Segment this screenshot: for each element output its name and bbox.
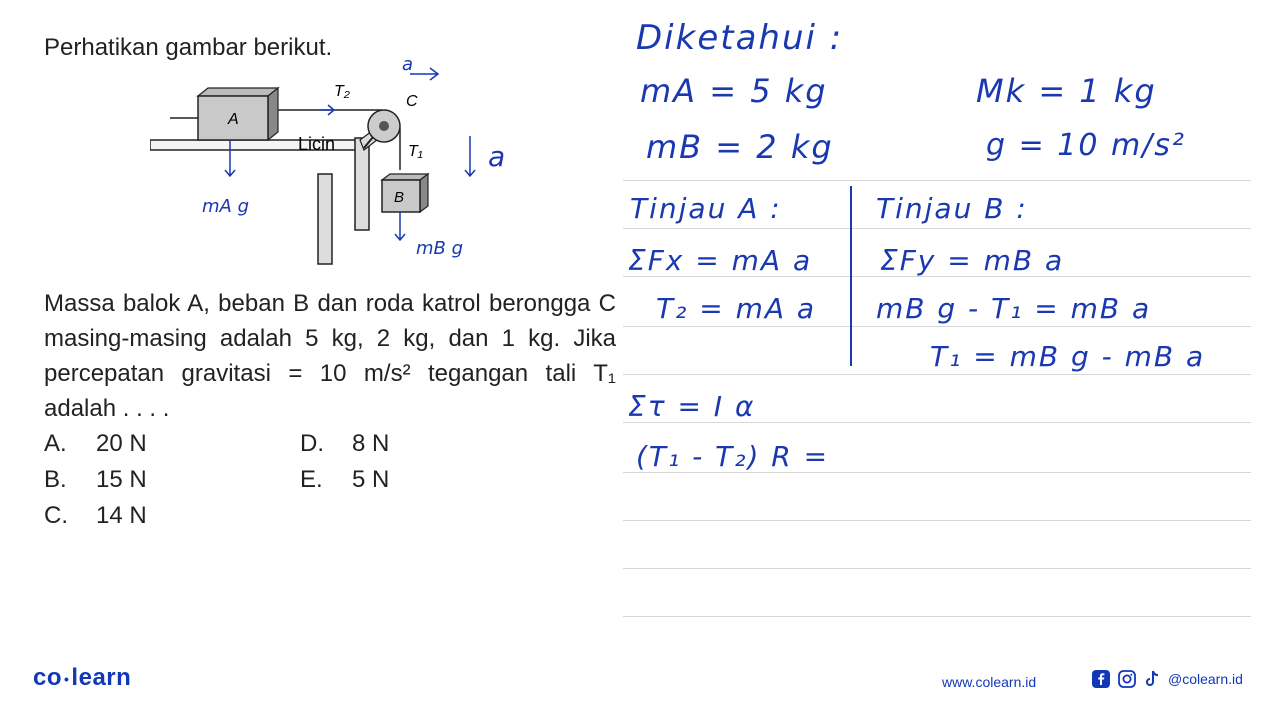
option-value: 5 N xyxy=(352,466,390,493)
colearn-logo[interactable] xyxy=(33,664,131,692)
ruled-line xyxy=(623,180,1251,181)
option-e[interactable] xyxy=(300,466,389,494)
facebook-icon[interactable] xyxy=(1092,670,1110,688)
notes-divider xyxy=(850,186,852,366)
table-leg-left xyxy=(318,174,332,264)
option-label: E. xyxy=(300,466,323,493)
note-tinjau-a: Tinjau A : xyxy=(630,192,782,225)
note-g: g = 10 m/s² xyxy=(986,128,1186,163)
option-label: C. xyxy=(44,502,68,529)
footer-social xyxy=(1092,670,1243,688)
block-a-label: A xyxy=(228,111,239,128)
note-sum-fx: ΣFx = mA a xyxy=(628,244,813,277)
option-d[interactable] xyxy=(300,430,389,458)
weight-a-label: mA g xyxy=(202,196,249,217)
surface-label: Licin xyxy=(298,134,336,154)
tiktok-icon[interactable] xyxy=(1144,670,1160,688)
option-value: 15 N xyxy=(96,466,147,493)
ruled-line xyxy=(623,374,1251,375)
option-c[interactable] xyxy=(44,502,147,530)
note-mb: mB = 2 kg xyxy=(646,128,834,166)
option-value: 14 N xyxy=(96,502,147,529)
note-b-eq: mB g - T₁ = mB a xyxy=(876,292,1152,325)
instagram-icon[interactable] xyxy=(1118,670,1136,688)
ruled-line xyxy=(623,326,1251,327)
accel-down-label: a xyxy=(488,140,508,173)
note-t2-eq: T₂ = mA a xyxy=(656,292,817,325)
option-label: B. xyxy=(44,466,67,493)
note-torque: Στ = I α xyxy=(628,390,756,423)
table-leg-right xyxy=(355,138,369,230)
option-label: A. xyxy=(44,430,67,457)
question-body: Massa balok A, beban B dan roda katrol berongga C masing-masing adalah 5 kg, 2 kg, dan 1 kg. Jika percepatan gravitasi = 10 m/s² tegangan tali T₁ adalah . . . . xyxy=(44,290,616,422)
note-mk: Mk = 1 kg xyxy=(976,72,1157,110)
option-value: 8 N xyxy=(352,430,390,457)
tension-2-label: T₂ xyxy=(334,83,350,100)
weight-b-label: mB g xyxy=(416,238,464,259)
footer-handle[interactable]: @colearn.id xyxy=(1168,671,1243,687)
logo-right: learn xyxy=(71,664,132,691)
accel-arrow-label: a xyxy=(402,54,414,75)
note-ma: mA = 5 kg xyxy=(640,72,828,110)
logo-dot: • xyxy=(64,670,70,687)
footer-url[interactable]: www.colearn.id xyxy=(942,674,1037,690)
option-label: D. xyxy=(300,430,324,457)
tension-1-label: T₁ xyxy=(408,143,423,160)
option-value: 20 N xyxy=(96,430,147,457)
note-torque2: (T₁ - T₂) R = xyxy=(636,440,830,473)
notes-heading: Diketahui : xyxy=(636,18,844,58)
pulley-label: C xyxy=(406,93,418,110)
note-t1-eq: T₁ = mB g - mB a xyxy=(930,340,1206,373)
ruled-line xyxy=(623,616,1251,617)
pulley-diagram xyxy=(150,52,480,272)
note-tinjau-b: Tinjau B : xyxy=(876,192,1028,225)
logo-left: co xyxy=(33,664,63,691)
ruled-line xyxy=(623,568,1251,569)
option-a[interactable] xyxy=(44,430,147,458)
ruled-line xyxy=(623,520,1251,521)
ruled-line xyxy=(623,228,1251,229)
question-title: Perhatikan gambar berikut. xyxy=(44,34,333,61)
option-b[interactable] xyxy=(44,466,147,494)
block-b-label: B xyxy=(394,189,405,206)
note-sum-fy: ΣFy = mB a xyxy=(880,244,1065,277)
